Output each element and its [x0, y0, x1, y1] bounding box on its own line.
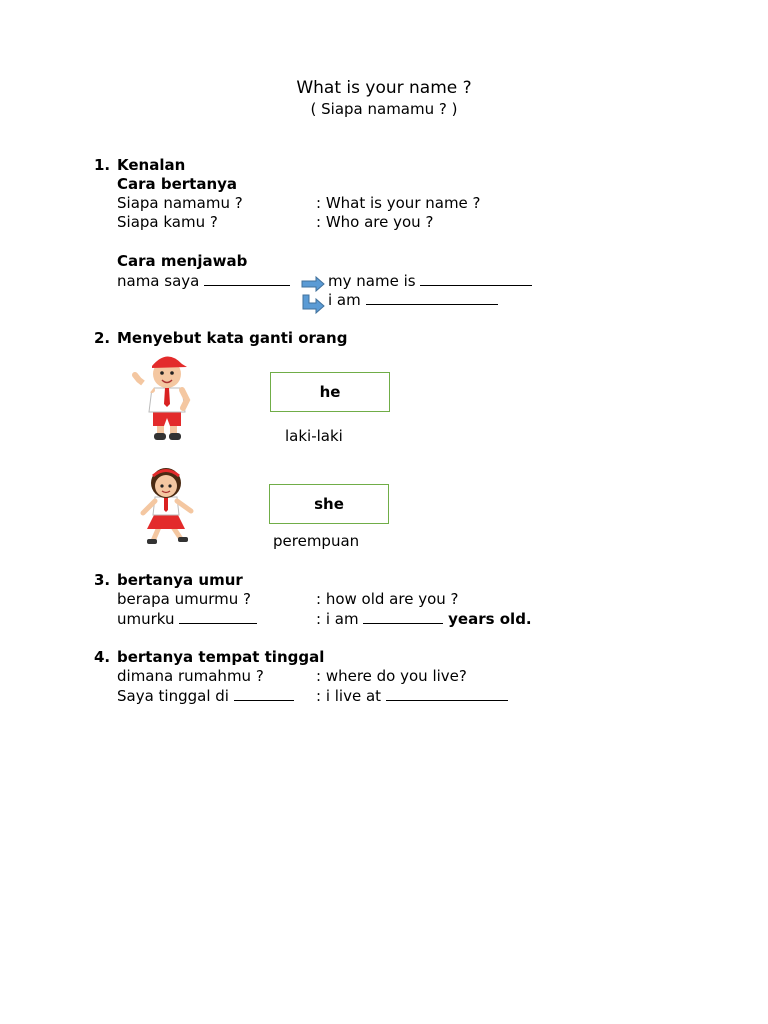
he-box — [270, 372, 390, 412]
she-word: she — [314, 495, 344, 513]
home-question-indonesian: dimana rumahmu ? — [117, 667, 264, 685]
page-title: What is your name ? — [296, 78, 472, 98]
answer-english-2 — [328, 290, 498, 310]
girl-illustration — [133, 465, 208, 550]
answer-english-1-label: my name is — [328, 272, 416, 290]
section4-heading: bertanya tempat tinggal — [117, 648, 325, 666]
home-answer-indonesian-label: Saya tinggal di — [117, 687, 229, 705]
boy-illustration — [125, 350, 220, 445]
arrow-icon — [300, 277, 326, 315]
section2-number: 2. — [94, 329, 111, 347]
home-blank-en — [386, 686, 508, 701]
home-answer-indonesian — [117, 686, 294, 706]
answer-indonesian — [117, 271, 290, 291]
question1-indonesian: Siapa namamu ? — [117, 194, 243, 212]
question1-english: : What is your name ? — [316, 194, 481, 212]
he-word: he — [319, 383, 341, 401]
name-blank — [204, 271, 290, 286]
age-answer-indonesian — [117, 609, 257, 629]
age-answer-indonesian-label: umurku — [117, 610, 175, 628]
home-blank-id — [234, 686, 294, 701]
girl-label: perempuan — [273, 532, 360, 550]
i-am-blank — [366, 290, 498, 305]
answer-english-2-label: i am — [328, 291, 361, 309]
age-answer-english-prefix: : i am — [316, 610, 359, 628]
ask-heading: Cara bertanya — [117, 175, 238, 193]
section1-heading: Kenalan — [117, 156, 186, 174]
section3-heading: bertanya umur — [117, 571, 243, 589]
she-box — [269, 484, 389, 524]
home-answer-english-label: : i live at — [316, 687, 382, 705]
home-question-english: : where do you live? — [316, 667, 467, 685]
section3-number: 3. — [94, 571, 111, 589]
age-answer-english — [316, 609, 532, 629]
age-question-english: : how old are you ? — [316, 590, 459, 608]
home-answer-english — [316, 686, 508, 706]
answer-indonesian-label: nama saya — [117, 272, 200, 290]
my-name-blank — [420, 271, 532, 286]
section1-number: 1. — [94, 156, 111, 174]
age-question-indonesian: berapa umurmu ? — [117, 590, 251, 608]
answer-english-1 — [328, 271, 532, 291]
section2-heading: Menyebut kata ganti orang — [117, 329, 348, 347]
answer-heading: Cara menjawab — [117, 252, 248, 270]
age-blank-id — [179, 609, 257, 624]
page-subtitle: ( Siapa namamu ? ) — [310, 100, 458, 118]
boy-label: laki-laki — [285, 427, 343, 445]
question2-indonesian: Siapa kamu ? — [117, 213, 218, 231]
age-answer-english-suffix: years old. — [448, 610, 532, 628]
section4-number: 4. — [94, 648, 111, 666]
age-blank-en — [363, 609, 443, 624]
question2-english: : Who are you ? — [316, 213, 434, 231]
